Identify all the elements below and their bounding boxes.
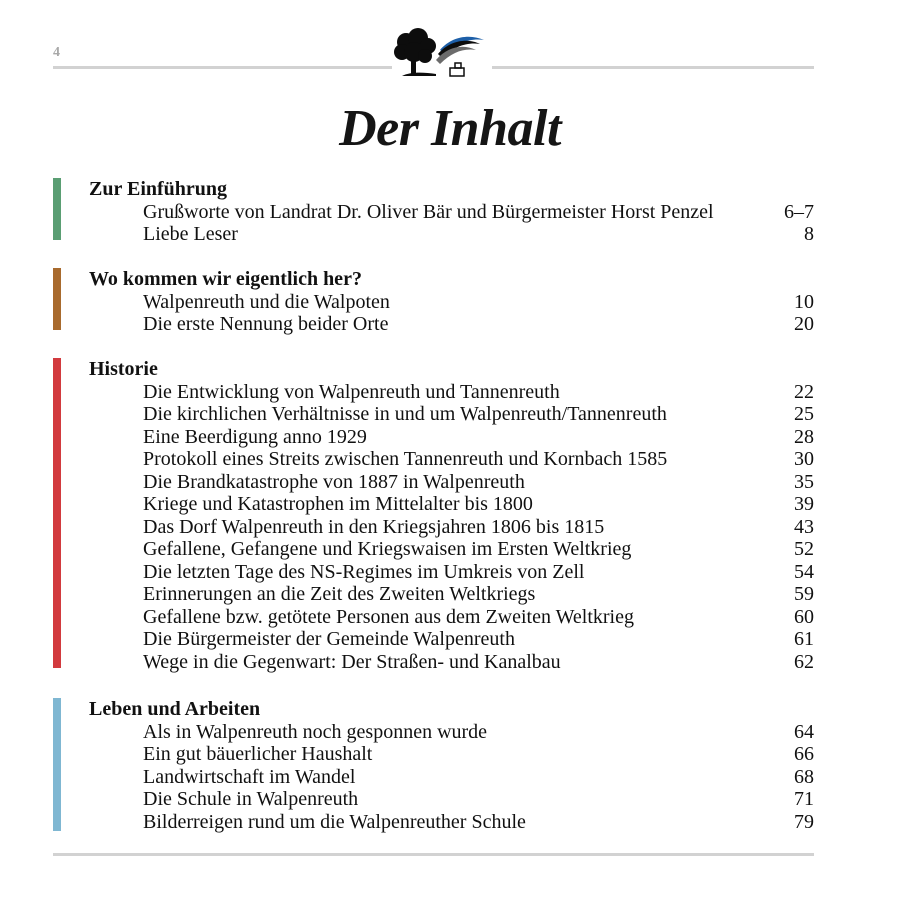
entry-title: Die erste Nennung beider Orte bbox=[143, 313, 389, 335]
section-color-bar bbox=[53, 698, 61, 831]
toc-entry[interactable] bbox=[143, 721, 814, 744]
entry-page: 61 bbox=[794, 628, 814, 650]
entry-title: Die Schule in Walpenreuth bbox=[143, 788, 359, 810]
entry-page: 20 bbox=[794, 313, 814, 335]
toc-section-historie bbox=[53, 358, 814, 673]
toc-entry[interactable] bbox=[143, 381, 814, 404]
entry-page: 30 bbox=[794, 448, 814, 470]
entry-title: Erinnerungen an die Zeit des Zweiten Weltkriegs bbox=[143, 583, 536, 605]
toc-entry[interactable] bbox=[143, 538, 814, 561]
entry-title: Gefallene bzw. getötete Personen aus dem Zweiten Weltkrieg bbox=[143, 605, 634, 628]
entry-page: 59 bbox=[794, 583, 814, 605]
toc-entry[interactable] bbox=[143, 606, 814, 629]
toc-section-herkunft bbox=[53, 268, 814, 335]
entry-page: 71 bbox=[794, 788, 814, 810]
entry-page: 6–7 bbox=[784, 200, 814, 223]
toc-entry[interactable] bbox=[143, 403, 814, 426]
toc-entry[interactable] bbox=[143, 561, 814, 584]
entry-page: 10 bbox=[794, 290, 814, 313]
entry-page: 60 bbox=[794, 605, 814, 628]
toc-entry[interactable] bbox=[143, 583, 814, 606]
toc-entry[interactable] bbox=[143, 471, 814, 494]
entry-page: 39 bbox=[794, 493, 814, 515]
section-title: Wo kommen wir eigentlich her? bbox=[89, 268, 362, 290]
entry-page: 35 bbox=[794, 470, 814, 493]
entry-page: 8 bbox=[804, 223, 814, 245]
entry-title: Die Entwicklung von Walpenreuth und Tannenreuth bbox=[143, 380, 560, 403]
toc-entry[interactable] bbox=[143, 426, 814, 449]
entry-title: Liebe Leser bbox=[143, 223, 238, 245]
toc-entry[interactable] bbox=[143, 313, 814, 336]
entry-page: 79 bbox=[794, 810, 814, 833]
entry-page: 66 bbox=[794, 743, 814, 765]
tree-logo-icon bbox=[392, 28, 492, 84]
toc-entry[interactable] bbox=[143, 788, 814, 811]
entry-title: Landwirtschaft im Wandel bbox=[143, 765, 356, 788]
entry-page: 68 bbox=[794, 765, 814, 788]
entry-title: Bilderreigen rund um die Walpenreuther Schule bbox=[143, 810, 526, 833]
entry-title: Die letzten Tage des NS-Regimes im Umkreis von Zell bbox=[143, 560, 585, 583]
page-title: Der Inhalt bbox=[339, 100, 561, 157]
section-title: Leben und Arbeiten bbox=[89, 698, 261, 720]
toc-entry[interactable] bbox=[143, 651, 814, 674]
entry-title: Wege in die Gegenwart: Der Straßen- und Kanalbau bbox=[143, 650, 561, 673]
entry-page: 64 bbox=[794, 720, 814, 743]
entry-title: Protokoll eines Streits zwischen Tannenreuth und Kornbach 1585 bbox=[143, 448, 668, 470]
entry-page: 52 bbox=[794, 538, 814, 560]
section-color-bar bbox=[53, 178, 61, 240]
entry-title: Ein gut bäuerlicher Haushalt bbox=[143, 743, 373, 765]
toc-entry[interactable] bbox=[143, 201, 814, 224]
entry-title: Als in Walpenreuth noch gesponnen wurde bbox=[143, 720, 488, 743]
toc-entry[interactable] bbox=[143, 516, 814, 539]
toc-entry[interactable] bbox=[143, 766, 814, 789]
section-title: Zur Einführung bbox=[89, 178, 228, 200]
toc-entry[interactable] bbox=[143, 448, 814, 471]
entry-title: Kriege und Katastrophen im Mittelalter bis 1800 bbox=[143, 493, 533, 515]
entry-title: Grußworte von Landrat Dr. Oliver Bär und Bürgermeister Horst Penzel bbox=[143, 200, 714, 223]
entry-page: 22 bbox=[794, 380, 814, 403]
entry-title: Das Dorf Walpenreuth in den Kriegsjahren 1806 bis 1815 bbox=[143, 515, 605, 538]
entry-title: Walpenreuth und die Walpoten bbox=[143, 290, 390, 313]
section-title: Historie bbox=[89, 358, 158, 380]
entry-page: 43 bbox=[794, 515, 814, 538]
entry-title: Gefallene, Gefangene und Kriegswaisen im Ersten Weltkrieg bbox=[143, 538, 632, 560]
toc-entry[interactable] bbox=[143, 493, 814, 516]
page-number: 4 bbox=[53, 45, 60, 60]
toc-section-einfuehrung bbox=[53, 178, 814, 245]
entry-page: 54 bbox=[794, 560, 814, 583]
toc-entry[interactable] bbox=[143, 811, 814, 834]
toc-entry[interactable] bbox=[143, 628, 814, 651]
footer-rule bbox=[53, 853, 814, 856]
toc-section-leben bbox=[53, 698, 814, 831]
section-color-bar bbox=[53, 268, 61, 330]
entry-title: Die kirchlichen Verhältnisse in und um Walpenreuth/Tannenreuth bbox=[143, 403, 667, 425]
toc-entry[interactable] bbox=[143, 743, 814, 766]
entry-title: Eine Beerdigung anno 1929 bbox=[143, 425, 367, 448]
entry-page: 28 bbox=[794, 425, 814, 448]
section-color-bar bbox=[53, 358, 61, 668]
toc-entry[interactable] bbox=[143, 223, 814, 246]
entry-title: Die Brandkatastrophe von 1887 in Walpenreuth bbox=[143, 470, 525, 493]
entry-title: Die Bürgermeister der Gemeinde Walpenreuth bbox=[143, 628, 515, 650]
entry-page: 62 bbox=[794, 650, 814, 673]
entry-page: 25 bbox=[794, 403, 814, 425]
toc-entry[interactable] bbox=[143, 291, 814, 314]
